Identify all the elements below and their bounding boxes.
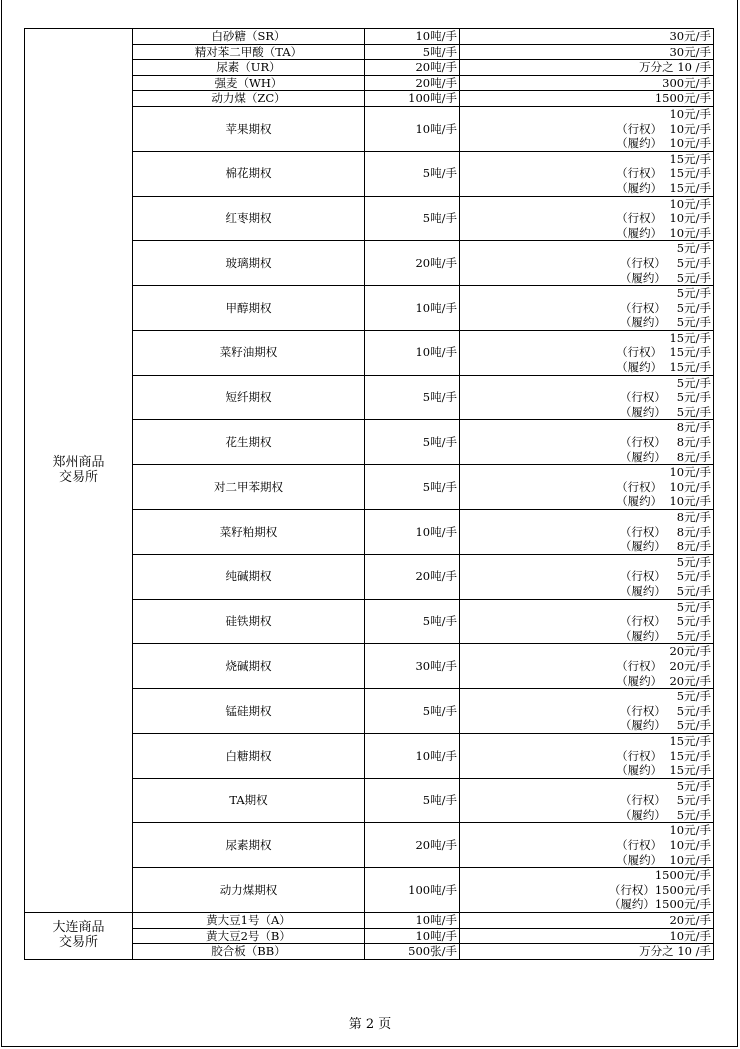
fee-cell bbox=[460, 465, 714, 510]
fee-line: （行权） 10元/手 bbox=[616, 838, 711, 853]
product-name: 黄大豆2号（B） bbox=[133, 928, 365, 944]
fee-line: （行权） 5元/手 bbox=[619, 569, 711, 584]
fee-line: （行权） 8元/手 bbox=[619, 524, 711, 539]
exchange-name-cell bbox=[25, 29, 133, 913]
product-name: TA期权 bbox=[133, 778, 365, 823]
product-name: 胶合板（BB） bbox=[133, 944, 365, 960]
product-name: 动力煤（ZC） bbox=[133, 91, 365, 107]
fee-cell bbox=[460, 286, 714, 331]
product-name: 精对苯二甲酸（TA） bbox=[133, 44, 365, 60]
fee-line: （行权） 8元/手 bbox=[619, 435, 711, 450]
fee-line: 5元/手 bbox=[676, 375, 711, 390]
fee-line: 15元/手 bbox=[669, 733, 711, 748]
fee-line: 5元/手 bbox=[676, 778, 711, 793]
trading-unit: 5吨/手 bbox=[365, 375, 460, 420]
fee-line: 10元/手 bbox=[669, 823, 711, 838]
product-name: 甲醇期权 bbox=[133, 286, 365, 331]
product-name: 玻璃期权 bbox=[133, 241, 365, 286]
fee-line: （履约） 5元/手 bbox=[619, 807, 711, 822]
fee-cell bbox=[460, 944, 714, 960]
product-name: 菜籽油期权 bbox=[133, 330, 365, 375]
fee-cell bbox=[460, 44, 714, 60]
trading-unit: 5吨/手 bbox=[365, 465, 460, 510]
fee-table bbox=[24, 28, 714, 960]
product-name: 花生期权 bbox=[133, 420, 365, 465]
fee-line: （履约） 10元/手 bbox=[616, 494, 711, 509]
trading-unit: 5吨/手 bbox=[365, 151, 460, 196]
product-name: 白砂糖（SR） bbox=[133, 29, 365, 45]
product-name: 动力煤期权 bbox=[133, 868, 365, 913]
fee-line: （行权） 5元/手 bbox=[619, 793, 711, 808]
trading-unit: 20吨/手 bbox=[365, 241, 460, 286]
exchange-name-cell bbox=[25, 913, 133, 960]
fee-cell bbox=[460, 554, 714, 599]
fee-line: （行权） 10元/手 bbox=[616, 121, 711, 136]
fee-cell bbox=[460, 928, 714, 944]
fee-line: 8元/手 bbox=[676, 510, 711, 524]
fee-line: （行权） 15元/手 bbox=[616, 748, 711, 763]
fee-line: （履约） 15元/手 bbox=[616, 180, 711, 195]
fee-line: （履约） 8元/手 bbox=[619, 449, 711, 464]
exchange-name: 郑州商品交易所 bbox=[52, 454, 105, 485]
product-name: 硅铁期权 bbox=[133, 599, 365, 644]
fee-cell bbox=[460, 241, 714, 286]
fee-line: 10元/手 bbox=[669, 196, 711, 211]
trading-unit: 20吨/手 bbox=[365, 75, 460, 91]
page-number: 第 2 页 bbox=[348, 1017, 392, 1032]
fee-line: 20元/手 bbox=[669, 644, 711, 659]
fee-cell bbox=[460, 106, 714, 151]
trading-unit: 5吨/手 bbox=[365, 420, 460, 465]
fee-cell bbox=[460, 60, 714, 76]
fee-line: 1500元/手 bbox=[654, 91, 711, 106]
fee-line: （履约） 5元/手 bbox=[619, 583, 711, 598]
fee-cell bbox=[460, 29, 714, 45]
fee-cell bbox=[460, 599, 714, 644]
fee-line: （履约） 8元/手 bbox=[619, 539, 711, 554]
product-name: 黄大豆1号（A） bbox=[133, 913, 365, 929]
product-name: 锰硅期权 bbox=[133, 689, 365, 734]
trading-unit: 20吨/手 bbox=[365, 60, 460, 76]
trading-unit: 30吨/手 bbox=[365, 644, 460, 689]
trading-unit: 5吨/手 bbox=[365, 599, 460, 644]
table-row bbox=[25, 29, 714, 45]
trading-unit: 10吨/手 bbox=[365, 29, 460, 45]
fee-cell bbox=[460, 778, 714, 823]
fee-line: 8元/手 bbox=[676, 420, 711, 435]
fee-line: （履约） 10元/手 bbox=[616, 225, 711, 240]
product-name: 尿素期权 bbox=[133, 823, 365, 868]
fee-line: 300元/手 bbox=[662, 75, 711, 90]
trading-unit: 10吨/手 bbox=[365, 106, 460, 151]
product-name: 烧碱期权 bbox=[133, 644, 365, 689]
fee-line: 15元/手 bbox=[669, 330, 711, 345]
fee-line: 万分之 10 /手 bbox=[639, 944, 711, 959]
fee-line: （行权） 5元/手 bbox=[619, 703, 711, 718]
fee-line: （行权） 15元/手 bbox=[616, 345, 711, 360]
table-row bbox=[25, 913, 714, 929]
fee-line: 5元/手 bbox=[676, 241, 711, 256]
fee-cell bbox=[460, 913, 714, 929]
fee-line: （履约） 15元/手 bbox=[616, 763, 711, 778]
fee-line: （履约） 20元/手 bbox=[616, 673, 711, 688]
fee-cell bbox=[460, 375, 714, 420]
fee-cell bbox=[460, 868, 714, 913]
fee-line: （行权） 10元/手 bbox=[616, 479, 711, 494]
fee-line: 5元/手 bbox=[676, 286, 711, 301]
fee-line: （履约） 5元/手 bbox=[619, 270, 711, 285]
trading-unit: 5吨/手 bbox=[365, 778, 460, 823]
fee-cell bbox=[460, 151, 714, 196]
fee-line: （行权） 5元/手 bbox=[619, 300, 711, 315]
fee-line: （行权）1500元/手 bbox=[608, 882, 711, 897]
fee-line: 5元/手 bbox=[676, 554, 711, 569]
product-name: 苹果期权 bbox=[133, 106, 365, 151]
trading-unit: 10吨/手 bbox=[365, 330, 460, 375]
fee-line: （履约） 5元/手 bbox=[619, 404, 711, 419]
fee-cell bbox=[460, 330, 714, 375]
fee-line: 30元/手 bbox=[669, 44, 711, 59]
trading-unit: 10吨/手 bbox=[365, 510, 460, 555]
fee-line: 万分之 10 /手 bbox=[639, 60, 711, 75]
trading-unit: 10吨/手 bbox=[365, 733, 460, 778]
trading-unit: 500张/手 bbox=[365, 944, 460, 960]
exchange-name: 大连商品交易所 bbox=[52, 920, 105, 950]
fee-line: 10元/手 bbox=[669, 106, 711, 121]
fee-line: 1500元/手 bbox=[654, 868, 711, 883]
trading-unit: 20吨/手 bbox=[365, 823, 460, 868]
fee-cell bbox=[460, 823, 714, 868]
fee-line: （行权） 10元/手 bbox=[616, 211, 711, 226]
fee-cell bbox=[460, 644, 714, 689]
fee-line: 20元/手 bbox=[669, 913, 711, 928]
fee-line: （行权） 5元/手 bbox=[619, 255, 711, 270]
product-name: 白糖期权 bbox=[133, 733, 365, 778]
product-name: 菜籽粕期权 bbox=[133, 510, 365, 555]
fee-line: （履约） 15元/手 bbox=[616, 360, 711, 375]
product-name: 短纤期权 bbox=[133, 375, 365, 420]
fee-line: （履约） 10元/手 bbox=[616, 852, 711, 867]
fee-line: 5元/手 bbox=[676, 689, 711, 704]
fee-line: 10元/手 bbox=[669, 465, 711, 480]
product-name: 红枣期权 bbox=[133, 196, 365, 241]
fee-cell bbox=[460, 420, 714, 465]
trading-unit: 10吨/手 bbox=[365, 913, 460, 929]
fee-cell bbox=[460, 196, 714, 241]
fee-line: 30元/手 bbox=[669, 29, 711, 43]
fee-line: （履约） 10元/手 bbox=[616, 136, 711, 151]
product-name: 强麦（WH） bbox=[133, 75, 365, 91]
trading-unit: 5吨/手 bbox=[365, 689, 460, 734]
trading-unit: 5吨/手 bbox=[365, 44, 460, 60]
trading-unit: 5吨/手 bbox=[365, 196, 460, 241]
fee-line: （履约）1500元/手 bbox=[608, 897, 711, 912]
fee-cell bbox=[460, 75, 714, 91]
product-name: 尿素（UR） bbox=[133, 60, 365, 76]
fee-table-body bbox=[25, 29, 714, 960]
fee-cell bbox=[460, 733, 714, 778]
fee-line: （行权） 20元/手 bbox=[616, 658, 711, 673]
product-name: 对二甲苯期权 bbox=[133, 465, 365, 510]
fee-line: （行权） 15元/手 bbox=[616, 166, 711, 181]
fee-line: （履约） 5元/手 bbox=[619, 628, 711, 643]
trading-unit: 100吨/手 bbox=[365, 91, 460, 107]
fee-line: （履约） 5元/手 bbox=[619, 315, 711, 330]
fee-line: 5元/手 bbox=[676, 599, 711, 614]
trading-unit: 10吨/手 bbox=[365, 928, 460, 944]
fee-line: 15元/手 bbox=[669, 151, 711, 166]
fee-cell bbox=[460, 91, 714, 107]
product-name: 纯碱期权 bbox=[133, 554, 365, 599]
fee-cell bbox=[460, 689, 714, 734]
trading-unit: 20吨/手 bbox=[365, 554, 460, 599]
fee-line: （行权） 5元/手 bbox=[619, 390, 711, 405]
product-name: 棉花期权 bbox=[133, 151, 365, 196]
fee-line: 10元/手 bbox=[669, 928, 711, 943]
trading-unit: 100吨/手 bbox=[365, 868, 460, 913]
fee-line: （行权） 5元/手 bbox=[619, 614, 711, 629]
trading-unit: 10吨/手 bbox=[365, 286, 460, 331]
fee-cell bbox=[460, 510, 714, 555]
fee-line: （履约） 5元/手 bbox=[619, 718, 711, 733]
